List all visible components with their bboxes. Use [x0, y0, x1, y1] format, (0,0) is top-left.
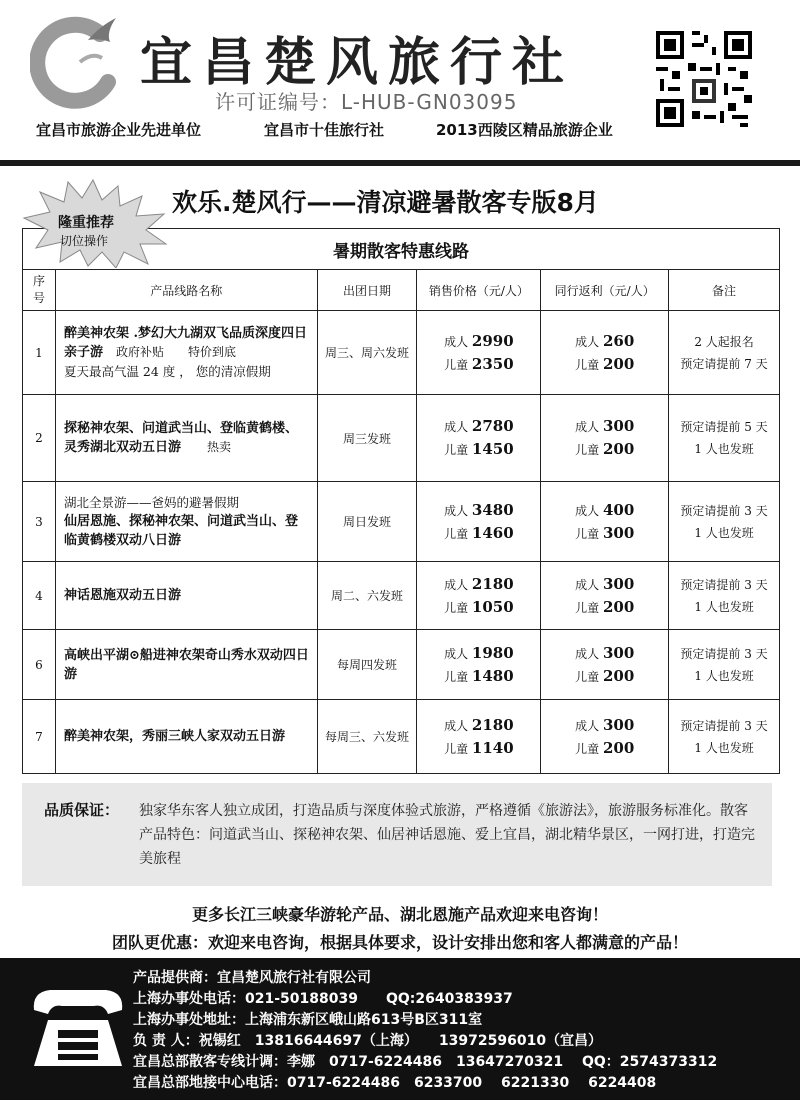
route-name-cell [55, 562, 317, 630]
departure-date: 周三发班 [317, 395, 417, 482]
table-row [23, 700, 780, 774]
row-number: 7 [23, 700, 56, 774]
route-name: 神话恩施双动五日游 [63, 588, 181, 603]
badge-line-2: 切位操作 [60, 234, 109, 248]
row-number: 6 [23, 630, 56, 700]
col-header-price: 销售价格（元/人） [417, 270, 541, 311]
promo-line-1: 更多长江三峡豪华游轮产品、湖北恩施产品欢迎来电咨询！ [191, 905, 608, 924]
telephone-icon [28, 980, 128, 1072]
route-name: 探秘神农架、问道武当山、登临黄鹤楼、灵秀湖北双动五日游 热卖 [63, 421, 298, 455]
departure-date: 周日发班 [317, 482, 417, 562]
header [0, 0, 800, 168]
rebate-cell: 成人 300 儿童 200 [541, 395, 669, 482]
col-header-note: 备注 [669, 270, 780, 311]
routes-table [22, 228, 780, 774]
rebate-cell: 成人 300 儿童 200 [541, 562, 669, 630]
route-name: 高峡出平湖⊙船进神农架奇山秀水双动四日游 [63, 647, 309, 682]
rebate-cell: 成人 300 儿童 200 [541, 630, 669, 700]
badge-line-1: 隆重推荐 [58, 215, 114, 231]
route-name-cell [55, 630, 317, 700]
departure-date: 周三、周六发班 [317, 311, 417, 395]
price-cell: 成人 2780 儿童 1450 [417, 395, 541, 482]
price-cell: 成人 2180 儿童 1050 [417, 562, 541, 630]
price-cell: 成人 2180 儿童 1140 [417, 700, 541, 774]
route-name: 仙居恩施、探秘神农架、问道武当山、登临黄鹤楼双动八日游 [63, 514, 298, 548]
route-pretitle: 湖北全景游——爸妈的避暑假期 [63, 495, 239, 510]
col-header-rebate: 同行返利（元/人） [541, 270, 669, 311]
table-row [23, 630, 780, 700]
qr-code-icon [652, 27, 756, 131]
col-header-no: 序号 [23, 270, 56, 311]
departure-date: 周二、六发班 [317, 562, 417, 630]
route-name: 醉美神农架，秀丽三峡人家双动五日游 [63, 729, 285, 744]
hq-individual-line: 宜昌总部散客专线计调：李娜 0717-6224486 13647270321 QQ：2574373312 [133, 1054, 718, 1070]
promo-line-2: 团队更优惠：欢迎来电咨询，根据具体要求，设计安排出您和客人都满意的产品！ [111, 933, 688, 952]
route-name: 醉美神农架 .梦幻大九湖双飞品质深度四日亲子游 政府补贴 特价到底 [63, 326, 308, 360]
note-cell: 预定请提前 5 天 1 人也发班 [669, 395, 780, 482]
row-number: 1 [23, 311, 56, 395]
shanghai-address-line: 上海办事处地址：上海浦东新区峨山路613号B区311室 [133, 1012, 483, 1028]
col-header-date: 出团日期 [317, 270, 417, 311]
row-number: 4 [23, 562, 56, 630]
honor-3: 2013西陵区精品旅游企业 [436, 121, 613, 139]
note-cell: 预定请提前 3 天 1 人也发班 [669, 482, 780, 562]
departure-date: 每周四发班 [317, 630, 417, 700]
table-row [23, 311, 780, 395]
note-cell: 预定请提前 3 天 1 人也发班 [669, 562, 780, 630]
route-name-cell [55, 700, 317, 774]
quality-text: 独家华东客人独立成团，打造品质与深度体验式旅游，严格遵循《旅游法》，旅游服务标准化。散客产品特色：问道武当山、探秘神农架、仙居神话恩施、爱上宜昌，湖北精华景区，一网打进，打造完美旅程 [139, 803, 755, 867]
departure-date: 每周三、六发班 [317, 700, 417, 774]
honor-1: 宜昌市旅游企业先进单位 [36, 121, 202, 139]
company-logo-icon [30, 12, 130, 112]
col-header-name: 产品线路名称 [55, 270, 317, 311]
route-name-cell [55, 482, 317, 562]
main-title: 欢乐.楚风行——清凉避暑散客专版8月 [172, 188, 599, 217]
table-header-row [23, 270, 780, 311]
contact-lines [133, 968, 717, 1094]
note-cell: 2 人起报名 预定请提前 7 天 [669, 311, 780, 395]
route-name-cell [55, 311, 317, 395]
note-cell: 预定请提前 3 天 1 人也发班 [669, 630, 780, 700]
route-name-cell [55, 395, 317, 482]
rebate-cell: 成人 260 儿童 200 [541, 311, 669, 395]
company-name: 宜昌楚风旅行社 [140, 32, 575, 93]
row-number: 3 [23, 482, 56, 562]
table-row [23, 482, 780, 562]
table-row [23, 562, 780, 630]
manager-line: 负 责 人：祝锡红 13816644697（上海） 13972596010（宜昌） [133, 1033, 603, 1049]
price-cell: 成人 1980 儿童 1480 [417, 630, 541, 700]
shanghai-phone-line: 上海办事处电话：021-50188039 QQ:2640383937 [133, 991, 513, 1007]
provider-line: 产品提供商：宜昌楚风旅行社有限公司 [133, 970, 371, 986]
row-number: 2 [23, 395, 56, 482]
quality-label: 品质保证： [44, 801, 120, 819]
price-cell: 成人 2990 儿童 2350 [417, 311, 541, 395]
quality-guarantee-box [22, 783, 772, 886]
rebate-cell: 成人 300 儿童 200 [541, 700, 669, 774]
license-number: 许可证编号：L-HUB-GN03095 [215, 90, 518, 114]
header-divider [0, 160, 800, 166]
hq-ground-line: 宜昌总部地接中心电话：0717-6224486 6233700 6221330 6224408 [133, 1075, 657, 1091]
contact-footer [0, 958, 800, 1100]
price-cell: 成人 3480 儿童 1460 [417, 482, 541, 562]
note-cell: 预定请提前 3 天 1 人也发班 [669, 700, 780, 774]
route-subtitle: 夏天最高气温 24 度 ， 您的清凉假期 [63, 364, 271, 379]
table-row [23, 395, 780, 482]
honor-2: 宜昌市十佳旅行社 [264, 121, 385, 139]
rebate-cell: 成人 400 儿童 300 [541, 482, 669, 562]
table-caption: 暑期散客特惠线路 [23, 229, 780, 270]
